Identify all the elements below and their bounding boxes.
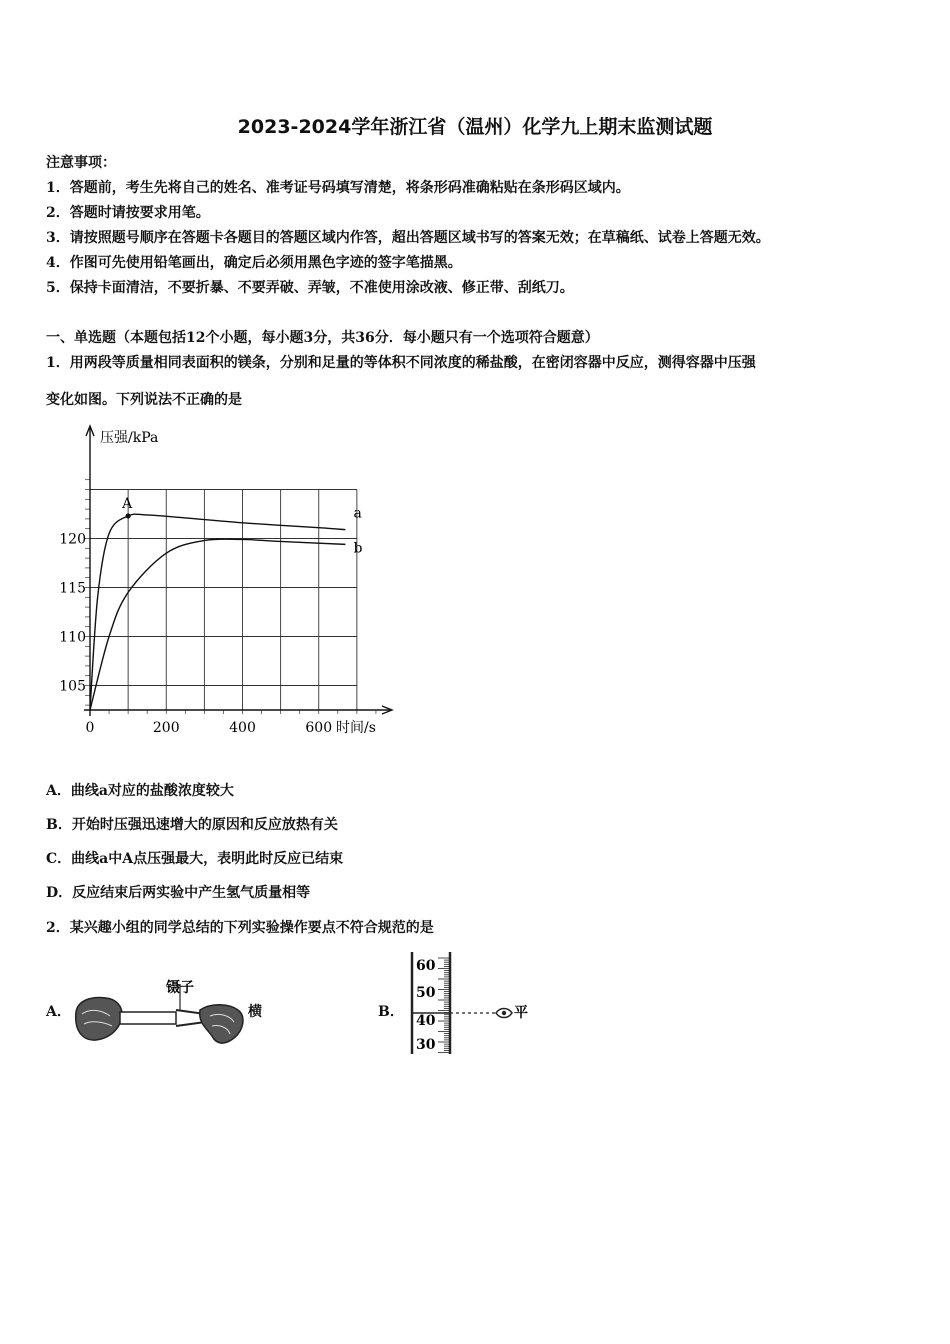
tweezers-label: 镊子 [166,980,194,996]
section-heading: 一、单选题（本题包括12个小题，每小题3分，共36分．每小题只有一个选项符合题意） [46,330,599,346]
x-tick-label: 400 [229,720,256,736]
pressure-time-chart [40,420,410,750]
series-label-b: b [353,540,363,557]
q2-stem: 2．某兴趣小组的同学总结的下列实验操作要点不符合规范的是 [46,920,434,936]
y-axis-label: 压强/kPa [100,430,159,446]
chart-grid [90,490,357,711]
cyl-tick-label: 50 [416,985,436,1001]
x-tick-label: 600 [305,720,333,736]
q1-stem-line1: 1．用两段等质量相同表面积的镁条，分别和足量的等体积不同浓度的稀盐酸，在密闭容器中反应，测得容器中压强 [46,355,756,371]
series-label-a: a [353,505,362,522]
cylinder-scale [438,958,450,1053]
q2-option-a-label: A． [46,1004,71,1020]
notice-item-5: 5．保持卡面清洁，不要折暴、不要弄破、弄皱，不准使用涂改液、修正带、刮纸刀。 [46,280,574,296]
q1-option-c: C．曲线a中A点压强最大，表明此时反应已结束 [46,851,344,867]
chart-axes [84,426,392,716]
left-hand-icon [76,998,122,1041]
x-tick-label: 200 [152,720,180,736]
cyl-tick-label: 60 [416,958,436,974]
tweezers-illustration [70,972,270,1057]
notice-item-4: 4．作图可先使用铅笔画出，确定后必须用黑色字迹的签字笔描黑。 [46,255,462,271]
y-tick-label: 115 [59,580,86,597]
x-axis-label: 时间/s [336,720,376,736]
q2-option-b-label: B． [378,1004,404,1020]
q1-option-b: B．开始时压强迅速增大的原因和反应放热有关 [46,817,338,833]
q2-option-a-side: 横 [248,1004,262,1020]
y-tick-label: 120 [59,531,86,548]
cylinder-reading-illustration [404,950,539,1060]
y-tick-label: 105 [59,678,86,695]
point-a-label: A [122,495,133,512]
q1-stem-line2: 变化如图。下列说法不正确的是 [46,392,242,408]
cyl-tick-label: 40 [416,1013,436,1029]
q1-option-d: D．反应结束后两实验中产生氢气质量相等 [46,885,311,901]
cyl-tick-label: 30 [416,1037,436,1053]
q1-option-a: A．曲线a对应的盐酸浓度较大 [46,783,234,799]
y-tick-label: 110 [59,629,86,646]
chart-labels [59,430,376,736]
right-hand-icon [200,1005,243,1043]
page-title: 2023-2024学年浙江省（温州）化学九上期末监测试题 [237,116,713,138]
point-a-marker [126,513,131,518]
notice-item-2: 2．答题时请按要求用笔。 [46,205,210,221]
notice-item-1: 1．答题前，考生先将自己的姓名、准考证号码填写清楚，将条形码准确粘贴在条形码区域内。 [46,180,630,196]
notice-item-3: 3．请按照题号顺序在答题卡各题目的答题区域内作答，超出答题区域书写的答案无效；在草稿纸、试卷上答题无效。 [46,230,770,246]
x-tick-label: 0 [85,720,95,736]
notice-heading: 注意事项： [46,155,116,171]
test-tube-icon [120,1012,176,1024]
q2-option-b-side: 平 [514,1005,528,1021]
